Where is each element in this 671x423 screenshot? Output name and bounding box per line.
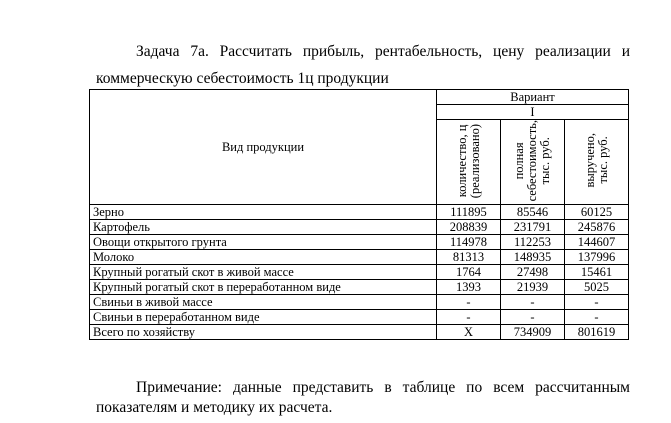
data-table: [89, 89, 629, 340]
table-row: [90, 265, 629, 280]
product-column-header: Вид продукции: [90, 90, 437, 205]
cost-cell: 21939: [501, 280, 565, 295]
qty-cell: -: [437, 310, 501, 325]
revenue-cell: -: [565, 295, 629, 310]
revenue-cell: 801619: [565, 325, 629, 340]
qty-cell: 114978: [437, 235, 501, 250]
qty-column-header: количество, ц (реализовано): [454, 123, 482, 198]
revenue-cell: 144607: [565, 235, 629, 250]
variant-number: I: [437, 105, 629, 120]
revenue-cell: 245876: [565, 220, 629, 235]
product-name-cell: Овощи открытого грунта: [90, 235, 437, 250]
product-name-cell: Зерно: [90, 205, 437, 220]
table-row: [90, 205, 629, 220]
variant-header: Вариант: [437, 90, 629, 105]
task-statement: [96, 38, 630, 92]
product-name-cell: Свиньи в живой массе: [90, 295, 437, 310]
qty-cell: 1393: [437, 280, 501, 295]
qty-cell: 81313: [437, 250, 501, 265]
qty-cell: 208839: [437, 220, 501, 235]
table-row: [90, 325, 629, 340]
revenue-cell: 60125: [565, 205, 629, 220]
task-text: Задача 7а. Рассчитать прибыль, рентабельность, цену реализации и коммерческую себестоимость 1ц продукции: [96, 43, 630, 87]
cost-cell: -: [501, 295, 565, 310]
revenue-column-header: выручено, тыс. руб.: [582, 133, 610, 188]
cost-cell: -: [501, 310, 565, 325]
qty-cell: -: [437, 295, 501, 310]
product-name-cell: Свиньи в переработанном виде: [90, 310, 437, 325]
product-name-cell: Крупный рогатый скот в переработанном виде: [90, 280, 437, 295]
revenue-cell: 5025: [565, 280, 629, 295]
header-row-variant: [90, 90, 629, 105]
note: [96, 378, 630, 418]
note-text: Примечание: данные представить в таблице по всем рассчитанным показателям и методику их расчета.: [96, 379, 630, 416]
product-name-cell: Всего по хозяйству: [90, 325, 437, 340]
table-row: [90, 250, 629, 265]
table-row: [90, 220, 629, 235]
revenue-cell: 15461: [565, 265, 629, 280]
qty-cell: Х: [437, 325, 501, 340]
revenue-cell: 137996: [565, 250, 629, 265]
table-row: [90, 310, 629, 325]
cost-cell: 27498: [501, 265, 565, 280]
qty-cell: 111895: [437, 205, 501, 220]
revenue-cell: -: [565, 310, 629, 325]
cost-cell: 85546: [501, 205, 565, 220]
qty-column-header-cell: [437, 120, 501, 205]
table-row: [90, 235, 629, 250]
product-name-cell: Картофель: [90, 220, 437, 235]
product-name-cell: Молоко: [90, 250, 437, 265]
qty-cell: 1764: [437, 265, 501, 280]
cost-cell: 148935: [501, 250, 565, 265]
table-row: [90, 280, 629, 295]
table-row: [90, 295, 629, 310]
cost-cell: 112253: [501, 235, 565, 250]
cost-cell: 231791: [501, 220, 565, 235]
revenue-column-header-cell: [565, 120, 629, 205]
cost-column-header-cell: [501, 120, 565, 205]
cost-column-header: полная себестоимость, тыс. руб.: [512, 120, 552, 202]
cost-cell: 734909: [501, 325, 565, 340]
product-name-cell: Крупный рогатый скот в живой массе: [90, 265, 437, 280]
